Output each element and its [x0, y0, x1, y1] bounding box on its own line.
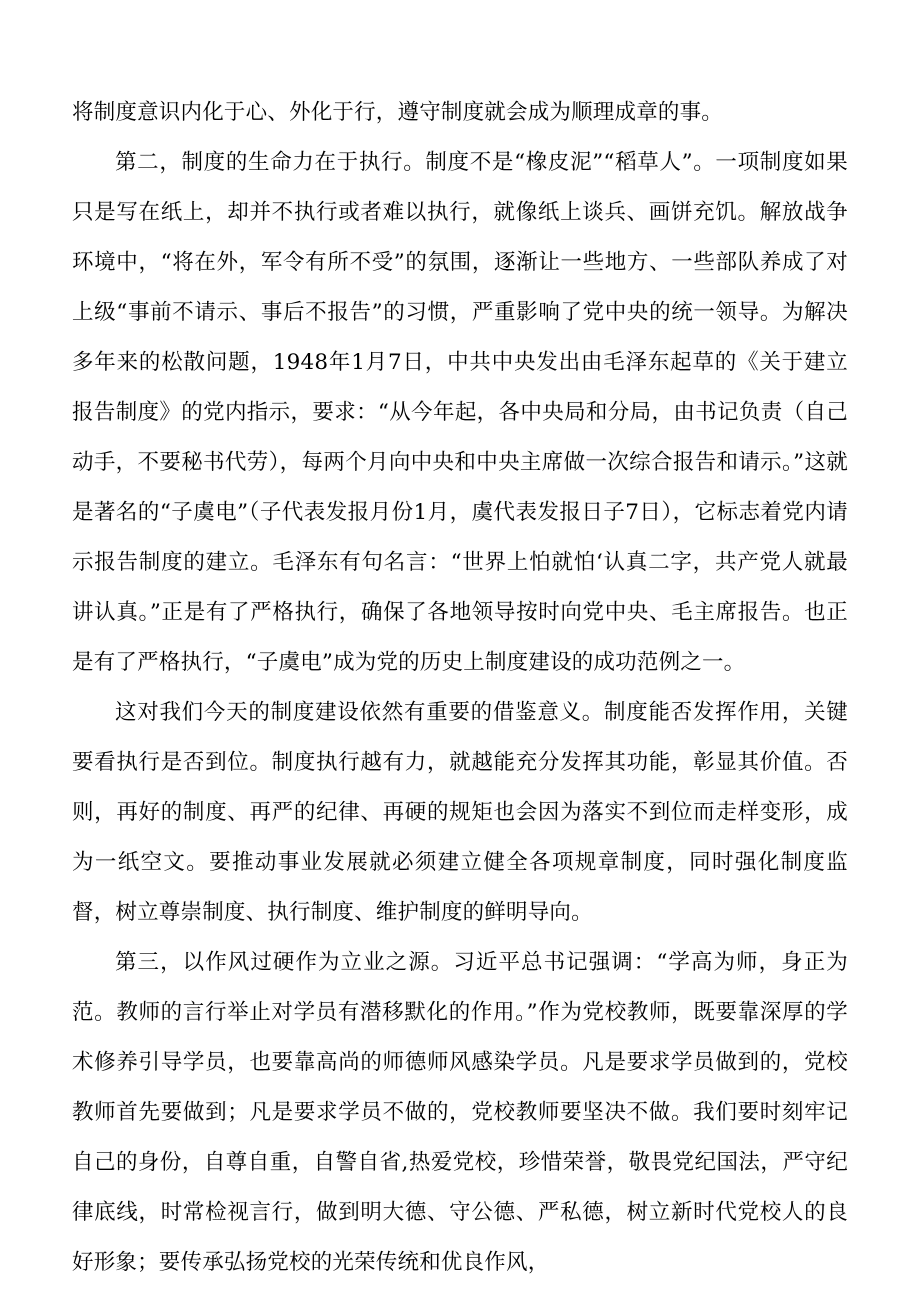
paragraph-3: 这对我们今天的制度建设依然有重要的借鉴意义。制度能否发挥作用，关键要看执行是否到位。制度执行越有力，就越能充分发挥其功能，彰显其价值。否则，再好的制度、再严的纪律、再硬的规矩也会因为落实不到位而走样变形，成为一纸空文。要推动事业发展就必须建立健全各项规章制度，同时强化制度监督，树立尊崇制度、执行制度、维护制度的鲜明导向。 [72, 700, 848, 925]
document-body [72, 88, 848, 1288]
paragraph-1: 将制度意识内化于心、外化于行，遵守制度就会成为顺理成章的事。 [72, 100, 724, 125]
paragraph-2: 第二，制度的生命力在于执行。制度不是“橡皮泥”“稻草人”。一项制度如果只是写在纸上，却并不执行或者难以执行，就像纸上谈兵、画饼充饥。解放战争环境中，“将在外，军令有所不受”的氛围，逐渐让一些地方、一些部队养成了对上级“事前不请示、事后不报告”的习惯，严重影响了党中央的统一领导。为解决多年来的松散问题，1948年1月7日，中共中央发出由毛泽东起草的《关于建立报告制度》的党内指示，要求：“从今年起，各中央局和分局，由书记负责（自己动手，不要秘书代劳），每两个月向中央和中央主席做一次综合报告和请示。”这就是著名的“子虞电”（子代表发报月份1月，虞代表发报日子7日），它标志着党内请示报告制度的建立。毛泽东有句名言：“世界上怕就怕‘认真二字，共产党人就最讲认真。”正是有了严格执行，确保了各地领导按时向党中央、毛主席报告。也正是有了严格执行，“子虞电”成为党的历史上制度建设的成功范例之一。 [72, 150, 848, 675]
paragraph-4: 第三，以作风过硬作为立业之源。习近平总书记强调：“学高为师，身正为范。教师的言行举止对学员有潜移默化的作用。”作为党校教师，既要靠深厚的学术修养引导学员，也要靠高尚的师德师风感染学员。凡是要求学员做到的，党校教师首先要做到；凡是要求学员不做的，党校教师要坚决不做。我们要时刻牢记自己的身份，自尊自重，自警自省,热爱党校，珍惜荣誉，敬畏党纪国法，严守纪律底线，时常检视言行，做到明大德、守公德、严私德，树立新时代党校人的良好形象；要传承弘扬党校的光荣传统和优良作风， [72, 950, 848, 1275]
